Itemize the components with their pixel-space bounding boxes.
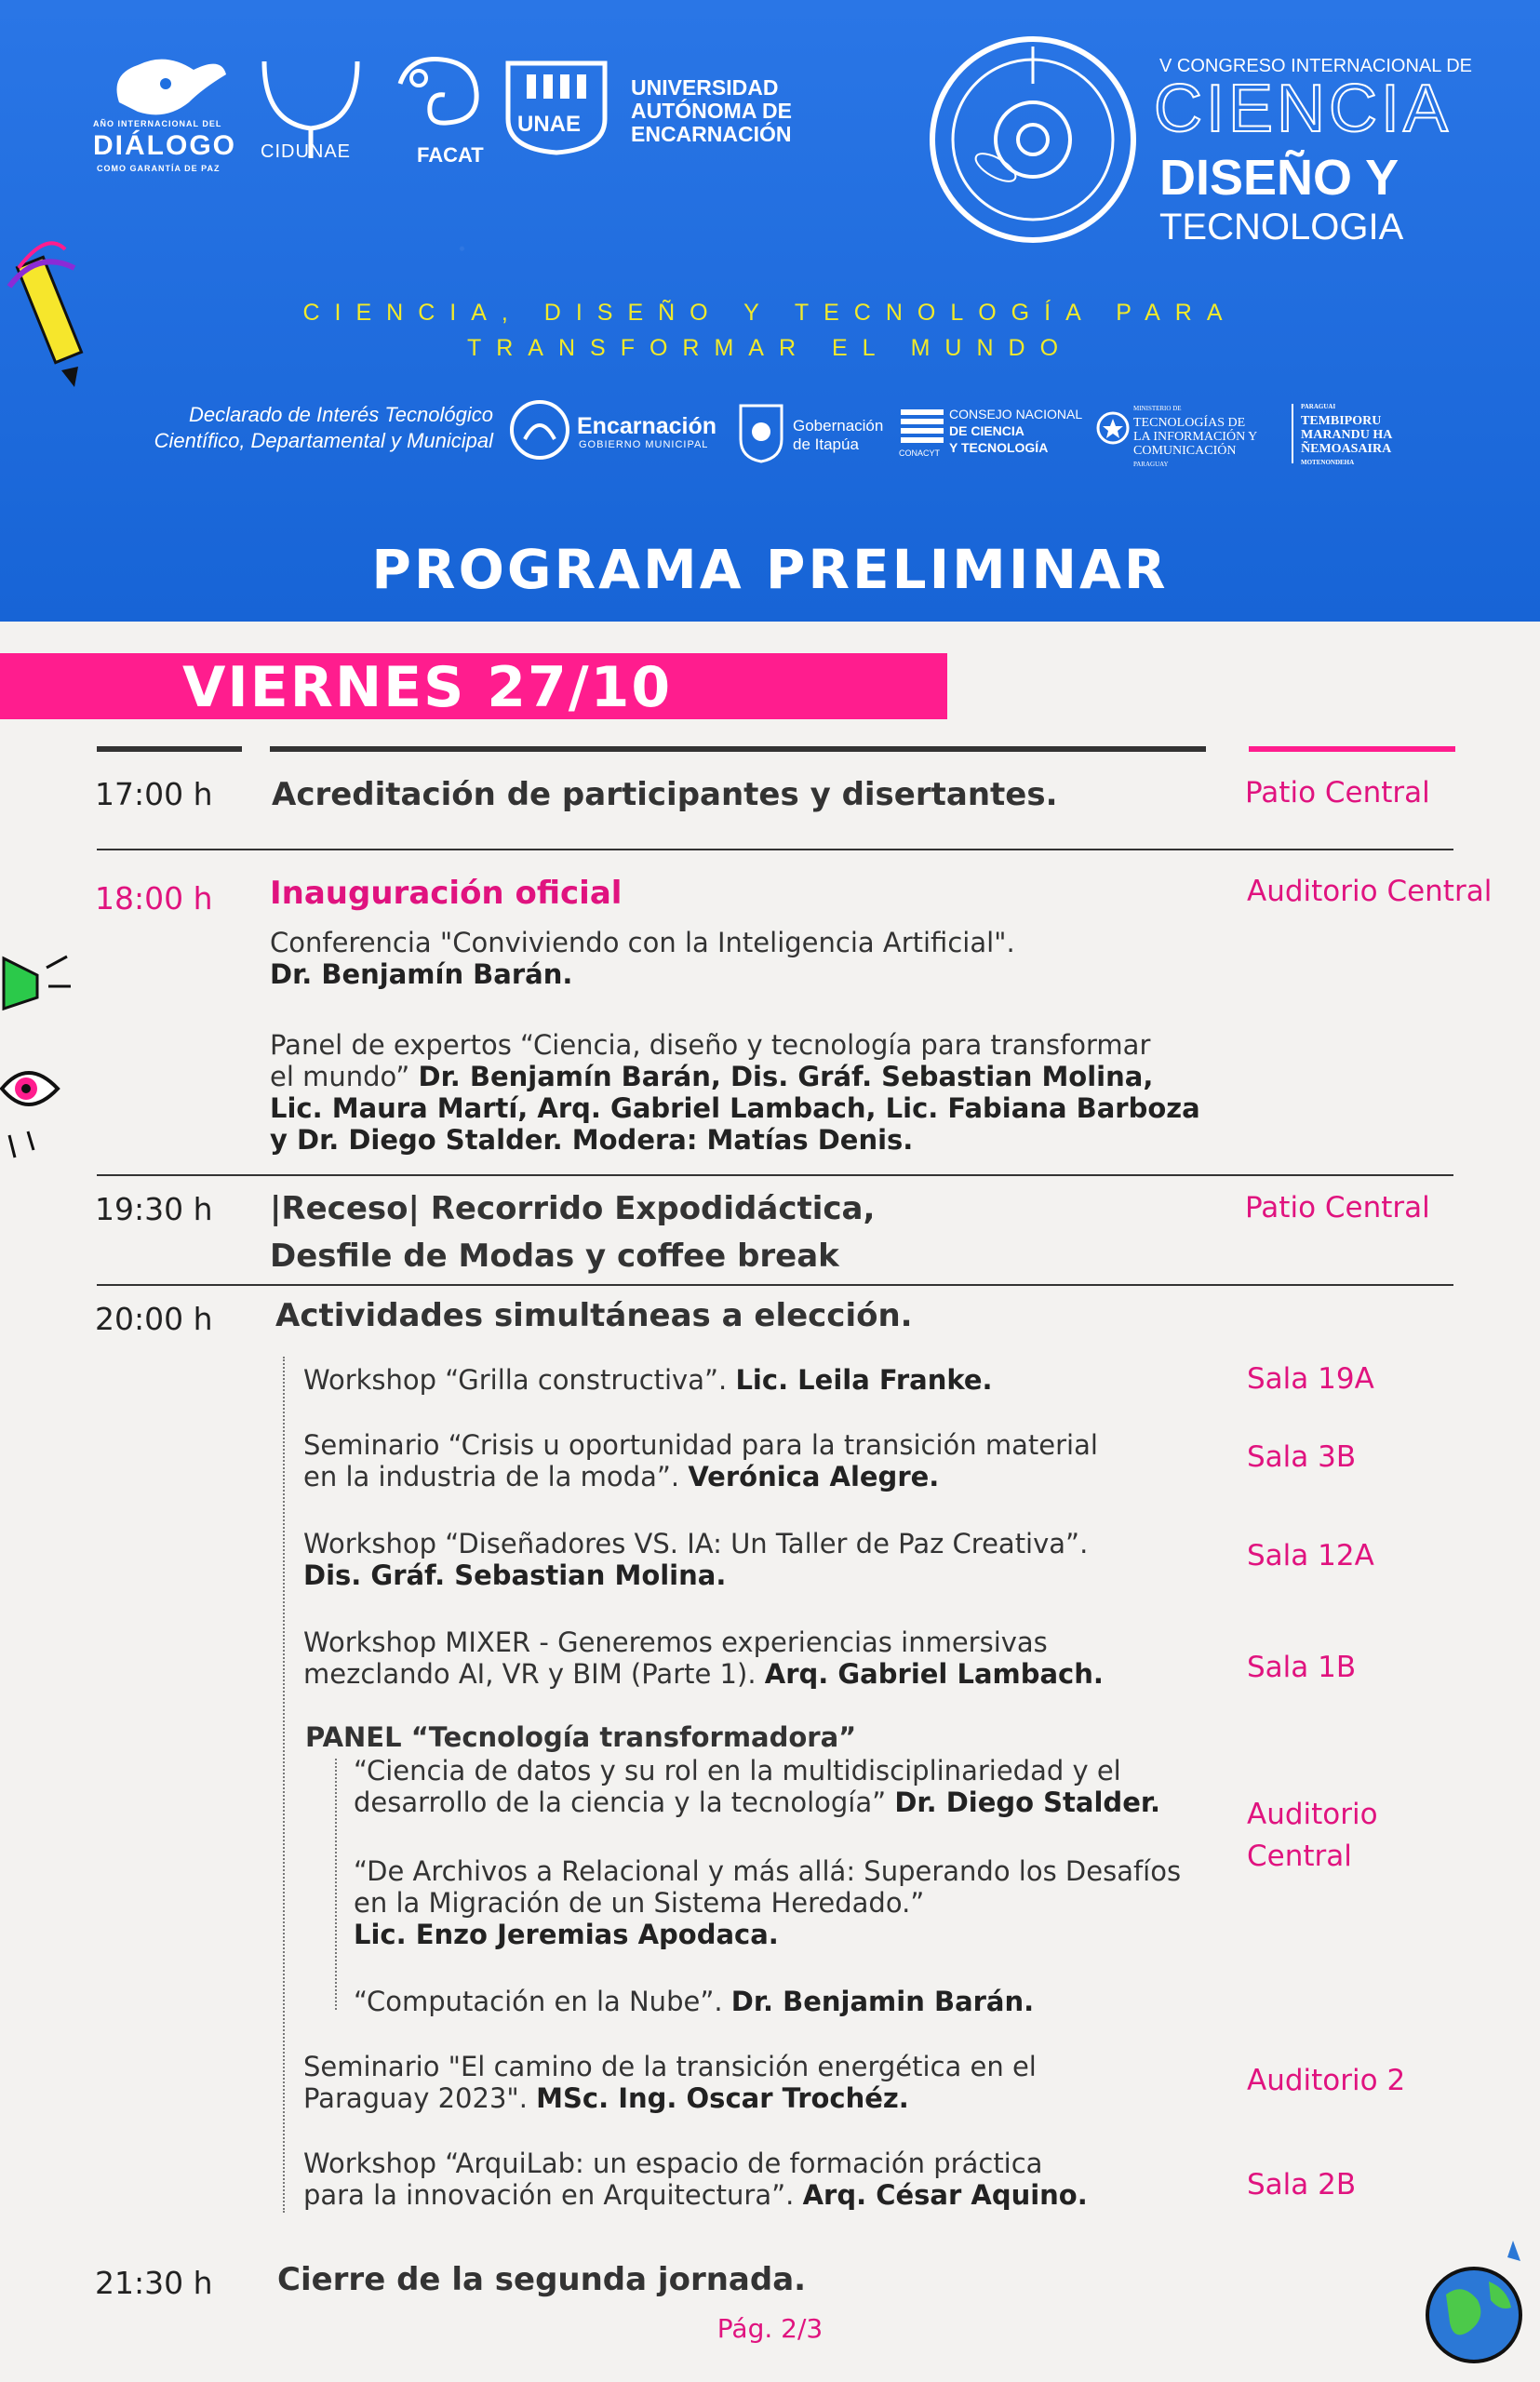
conference-text bbox=[270, 927, 1015, 990]
conacyt-short-text: CONACYT bbox=[899, 448, 941, 458]
panel-line-2a: el mundo” bbox=[270, 1061, 419, 1092]
header-banner bbox=[0, 0, 1540, 622]
separator bbox=[97, 1284, 1453, 1286]
time-18: 18:00 h bbox=[95, 880, 213, 917]
activity-energetica bbox=[303, 2051, 1037, 2114]
conacyt-line-3: Y TECNOLOGÍA bbox=[949, 440, 1049, 455]
separator bbox=[97, 849, 1453, 850]
panel-talk-archivos-line-2: en la Migración de un Sistema Heredado.” bbox=[354, 1887, 925, 1919]
itapua-shield-icon bbox=[735, 398, 787, 465]
page-number: Pág. 2/3 bbox=[716, 2313, 824, 2344]
activity-grilla-title: Workshop “Grilla constructiva”. bbox=[303, 1364, 736, 1396]
activity-mixer bbox=[303, 1626, 1104, 1690]
tembiporu-line-1: TEMBIPORU bbox=[1301, 414, 1382, 428]
time-2130: 21:30 h bbox=[95, 2265, 213, 2301]
panel-talk-datos-line-1: “Ciencia de datos y su rol en la multidisciplinariedad y el bbox=[354, 1755, 1121, 1786]
conacyt-logo-icon bbox=[899, 406, 945, 452]
panel-talk-datos-line-2: desarrollo de la ciencia y la tecnología” bbox=[354, 1786, 895, 1818]
conacyt-line-1: CONSEJO NACIONAL bbox=[949, 407, 1083, 422]
panel-talk-nube-title: “Computación en la Nube”. bbox=[354, 1986, 731, 2017]
tembiporu-line-4: MOTENONDEHA bbox=[1301, 459, 1355, 466]
activity-crisis bbox=[303, 1429, 1098, 1492]
panel-talk-archivos-speaker: Lic. Enzo Jeremias Apodaca. bbox=[354, 1919, 779, 1950]
facat-logo-text: FACAT bbox=[417, 143, 484, 167]
place-sala-19a: Sala 19A bbox=[1247, 1362, 1374, 1396]
tembiporu-line-3: ÑEMOASAIRA bbox=[1301, 442, 1392, 456]
panel-line-4: y Dr. Diego Stalder. Modera: Matías Denis. bbox=[270, 1124, 914, 1156]
program-title: PROGRAMA PRELIMINAR bbox=[371, 538, 1169, 601]
itapua-line-1: Gobernación bbox=[793, 417, 884, 435]
unae-logo-icon bbox=[499, 54, 614, 158]
congreso-ciencia: CIENCIA bbox=[1154, 72, 1453, 146]
session-title-cierre: Cierre de la segunda jornada. bbox=[277, 2261, 807, 2298]
activity-grilla-speaker: Lic. Leila Franke. bbox=[735, 1364, 993, 1396]
activity-energetica-line-1: Seminario "El camino de la transición energética en el bbox=[303, 2051, 1037, 2082]
panel-tecnologia-title: PANEL “Tecnología transformadora” bbox=[305, 1721, 857, 1753]
universidad-line-2: AUTÓNOMA DE bbox=[631, 99, 792, 123]
universidad-line-3: ENCARNACIÓN bbox=[631, 122, 792, 146]
activity-arquilab-line-1: Workshop “ArquiLab: un espacio de formación práctica bbox=[303, 2148, 1043, 2179]
mitic-line-4: PARAGUAY bbox=[1133, 461, 1169, 468]
place-patio-central-2: Patio Central bbox=[1245, 1191, 1430, 1224]
activity-crisis-line-2: en la industria de la moda”. bbox=[303, 1461, 689, 1492]
itapua-line-2: de Itapúa bbox=[793, 435, 859, 453]
eye-icon bbox=[0, 1042, 74, 1172]
panel-talk-datos-speaker: Dr. Diego Stalder. bbox=[894, 1786, 1161, 1818]
encarnacion-logo-text: Encarnación bbox=[577, 413, 717, 439]
declaration-line-1: Declarado de Interés Tecnológico bbox=[189, 403, 493, 426]
tembiporu-text bbox=[1301, 400, 1392, 470]
tagline-line-2: TRANSFORMAR EL MUNDO bbox=[466, 335, 1074, 361]
session-title-actividades: Actividades simultáneas a elección. bbox=[275, 1297, 913, 1334]
panel-talk-nube-speaker: Dr. Benjamin Barán. bbox=[730, 1986, 1035, 2017]
congreso-tecnologia: TECNOLOGIA bbox=[1159, 207, 1404, 248]
activity-arquilab bbox=[303, 2148, 1088, 2211]
activities-dotted-line bbox=[283, 1357, 285, 2213]
congreso-emblem-icon bbox=[921, 28, 1145, 251]
panel-line-2b: Dr. Benjamín Barán, Dis. Gráf. Sebastian Molina, bbox=[418, 1061, 1154, 1092]
mitic-text bbox=[1133, 402, 1257, 472]
activity-arquilab-line-2: para la innovación en Arquitectura”. bbox=[303, 2179, 803, 2211]
megaphone-icon bbox=[0, 940, 74, 1014]
place-auditorio-central-2 bbox=[1247, 1794, 1378, 1878]
tagline-line-1: CIENCIA, DISEÑO Y TECNOLOGÍA PARA bbox=[302, 300, 1238, 326]
declaration-line-2: Científico, Departamental y Municipal bbox=[154, 429, 493, 452]
panel-line-1: Panel de expertos “Ciencia, diseño y tecnología para transformar bbox=[270, 1029, 1151, 1061]
day-label: VIERNES 27/10 bbox=[182, 655, 673, 720]
activity-disenadores-speaker: Dis. Gráf. Sebastian Molina. bbox=[303, 1559, 727, 1591]
globe-icon bbox=[1422, 2229, 1533, 2369]
activity-crisis-line-1: Seminario “Crisis u oportunidad para la transición material bbox=[303, 1429, 1098, 1461]
unae-logo-text: UNAE bbox=[517, 112, 582, 137]
activity-mixer-speaker: Arq. Gabriel Lambach. bbox=[764, 1658, 1104, 1690]
panel-dotted-line bbox=[335, 1759, 337, 2010]
panel-experts-text bbox=[270, 1029, 1200, 1156]
tembiporu-line-2: MARANDU HA bbox=[1301, 428, 1393, 442]
place-patio-central-1: Patio Central bbox=[1245, 776, 1430, 810]
universidad-line-1: UNIVERSIDAD bbox=[631, 75, 779, 100]
activity-mixer-line-1: Workshop MIXER - Generemos experiencias inmersivas bbox=[303, 1626, 1048, 1658]
activity-energetica-speaker: MSc. Ing. Oscar Trochéz. bbox=[536, 2082, 909, 2114]
declaration-text bbox=[93, 402, 493, 454]
panel-talk-datos bbox=[354, 1755, 1160, 1818]
panel-talk-nube bbox=[354, 1986, 1034, 2017]
tembiporu-line-0: PARAGUAI bbox=[1301, 403, 1336, 410]
conference-title: Conferencia "Conviviendo con la Inteligencia Artificial". bbox=[270, 927, 1015, 958]
mitic-line-3: COMUNICACIÓN bbox=[1133, 444, 1237, 458]
dialogo-top-text: AÑO INTERNACIONAL DEL bbox=[93, 119, 222, 128]
mitic-line-1: TECNOLOGÍAS DE bbox=[1133, 416, 1246, 430]
congreso-line-1: V CONGRESO INTERNACIONAL DE bbox=[1159, 56, 1472, 76]
activity-disenadores-line-1: Workshop “Diseñadores VS. IA: Un Taller de Paz Creativa”. bbox=[303, 1528, 1089, 1559]
place-sala-2b: Sala 2B bbox=[1247, 2168, 1357, 2201]
place-sala-3b: Sala 3B bbox=[1247, 1440, 1357, 1474]
sponsor-divider bbox=[1292, 404, 1293, 463]
activity-energetica-line-2: Paraguay 2023". bbox=[303, 2082, 537, 2114]
congreso-diseno: DISEÑO Y bbox=[1159, 150, 1399, 206]
time-1930: 19:30 h bbox=[95, 1191, 213, 1227]
dialogo-logo-text: DIÁLOGO bbox=[93, 130, 236, 161]
place-sala-12a: Sala 12A bbox=[1247, 1539, 1374, 1572]
cidunae-logo-text: CIDUNAE bbox=[261, 141, 352, 162]
place-column-rule bbox=[1249, 746, 1455, 752]
encarnacion-logo-icon bbox=[508, 398, 571, 462]
universidad-name bbox=[631, 76, 792, 146]
separator bbox=[97, 1174, 1453, 1176]
place-auditorio-central-1: Auditorio Central bbox=[1247, 875, 1493, 908]
place-auditorio-2: Auditorio 2 bbox=[1247, 2064, 1406, 2097]
panel-talk-archivos-line-1: “De Archivos a Relacional y más allá: Superando los Desafíos bbox=[354, 1855, 1182, 1887]
receso-line-2: Desfile de Modas y coffee break bbox=[270, 1238, 839, 1275]
time-20: 20:00 h bbox=[95, 1301, 213, 1337]
mitic-line-2: LA INFORMACIÓN Y bbox=[1133, 430, 1258, 444]
conference-speaker: Dr. Benjamín Barán. bbox=[270, 958, 573, 990]
time-column-rule bbox=[97, 746, 242, 752]
place-sala-1b: Sala 1B bbox=[1247, 1651, 1357, 1684]
mitic-seal-icon bbox=[1094, 409, 1132, 447]
activity-crisis-speaker: Verónica Alegre. bbox=[688, 1461, 940, 1492]
conacyt-text bbox=[949, 406, 1082, 456]
title-column-rule bbox=[270, 746, 1206, 752]
activity-disenadores bbox=[303, 1528, 1088, 1591]
activity-mixer-line-2: mezclando AI, VR y BIM (Parte 1). bbox=[303, 1658, 765, 1690]
activity-arquilab-speaker: Arq. César Aquino. bbox=[802, 2179, 1088, 2211]
encarnacion-sub-text: GOBIERNO MUNICIPAL bbox=[579, 439, 709, 450]
place-auditorio-central-2-line-1: Auditorio bbox=[1247, 1798, 1378, 1831]
panel-line-3: Lic. Maura Martí, Arq. Gabriel Lambach, Lic. Fabiana Barboza bbox=[270, 1092, 1200, 1124]
conacyt-line-2: DE CIENCIA bbox=[949, 423, 1024, 438]
place-auditorio-central-2-line-2: Central bbox=[1247, 1840, 1352, 1873]
mitic-line-0: MINISTERIO DE bbox=[1133, 405, 1182, 412]
session-title-receso bbox=[270, 1185, 875, 1280]
session-title-acreditacion: Acreditación de participantes y disertantes. bbox=[272, 776, 1058, 813]
facat-chameleon-icon bbox=[391, 47, 493, 140]
session-title-inauguracion: Inauguración oficial bbox=[270, 875, 623, 912]
dove-logo-icon bbox=[100, 47, 231, 121]
time-17: 17:00 h bbox=[95, 776, 213, 812]
panel-talk-archivos bbox=[354, 1855, 1181, 1950]
activity-grilla bbox=[303, 1364, 993, 1396]
receso-line-1: |Receso| Recorrido Expodidáctica, bbox=[270, 1190, 876, 1227]
dialogo-sub-text: COMO GARANTÍA DE PAZ bbox=[97, 164, 221, 173]
itapua-text bbox=[793, 417, 883, 454]
